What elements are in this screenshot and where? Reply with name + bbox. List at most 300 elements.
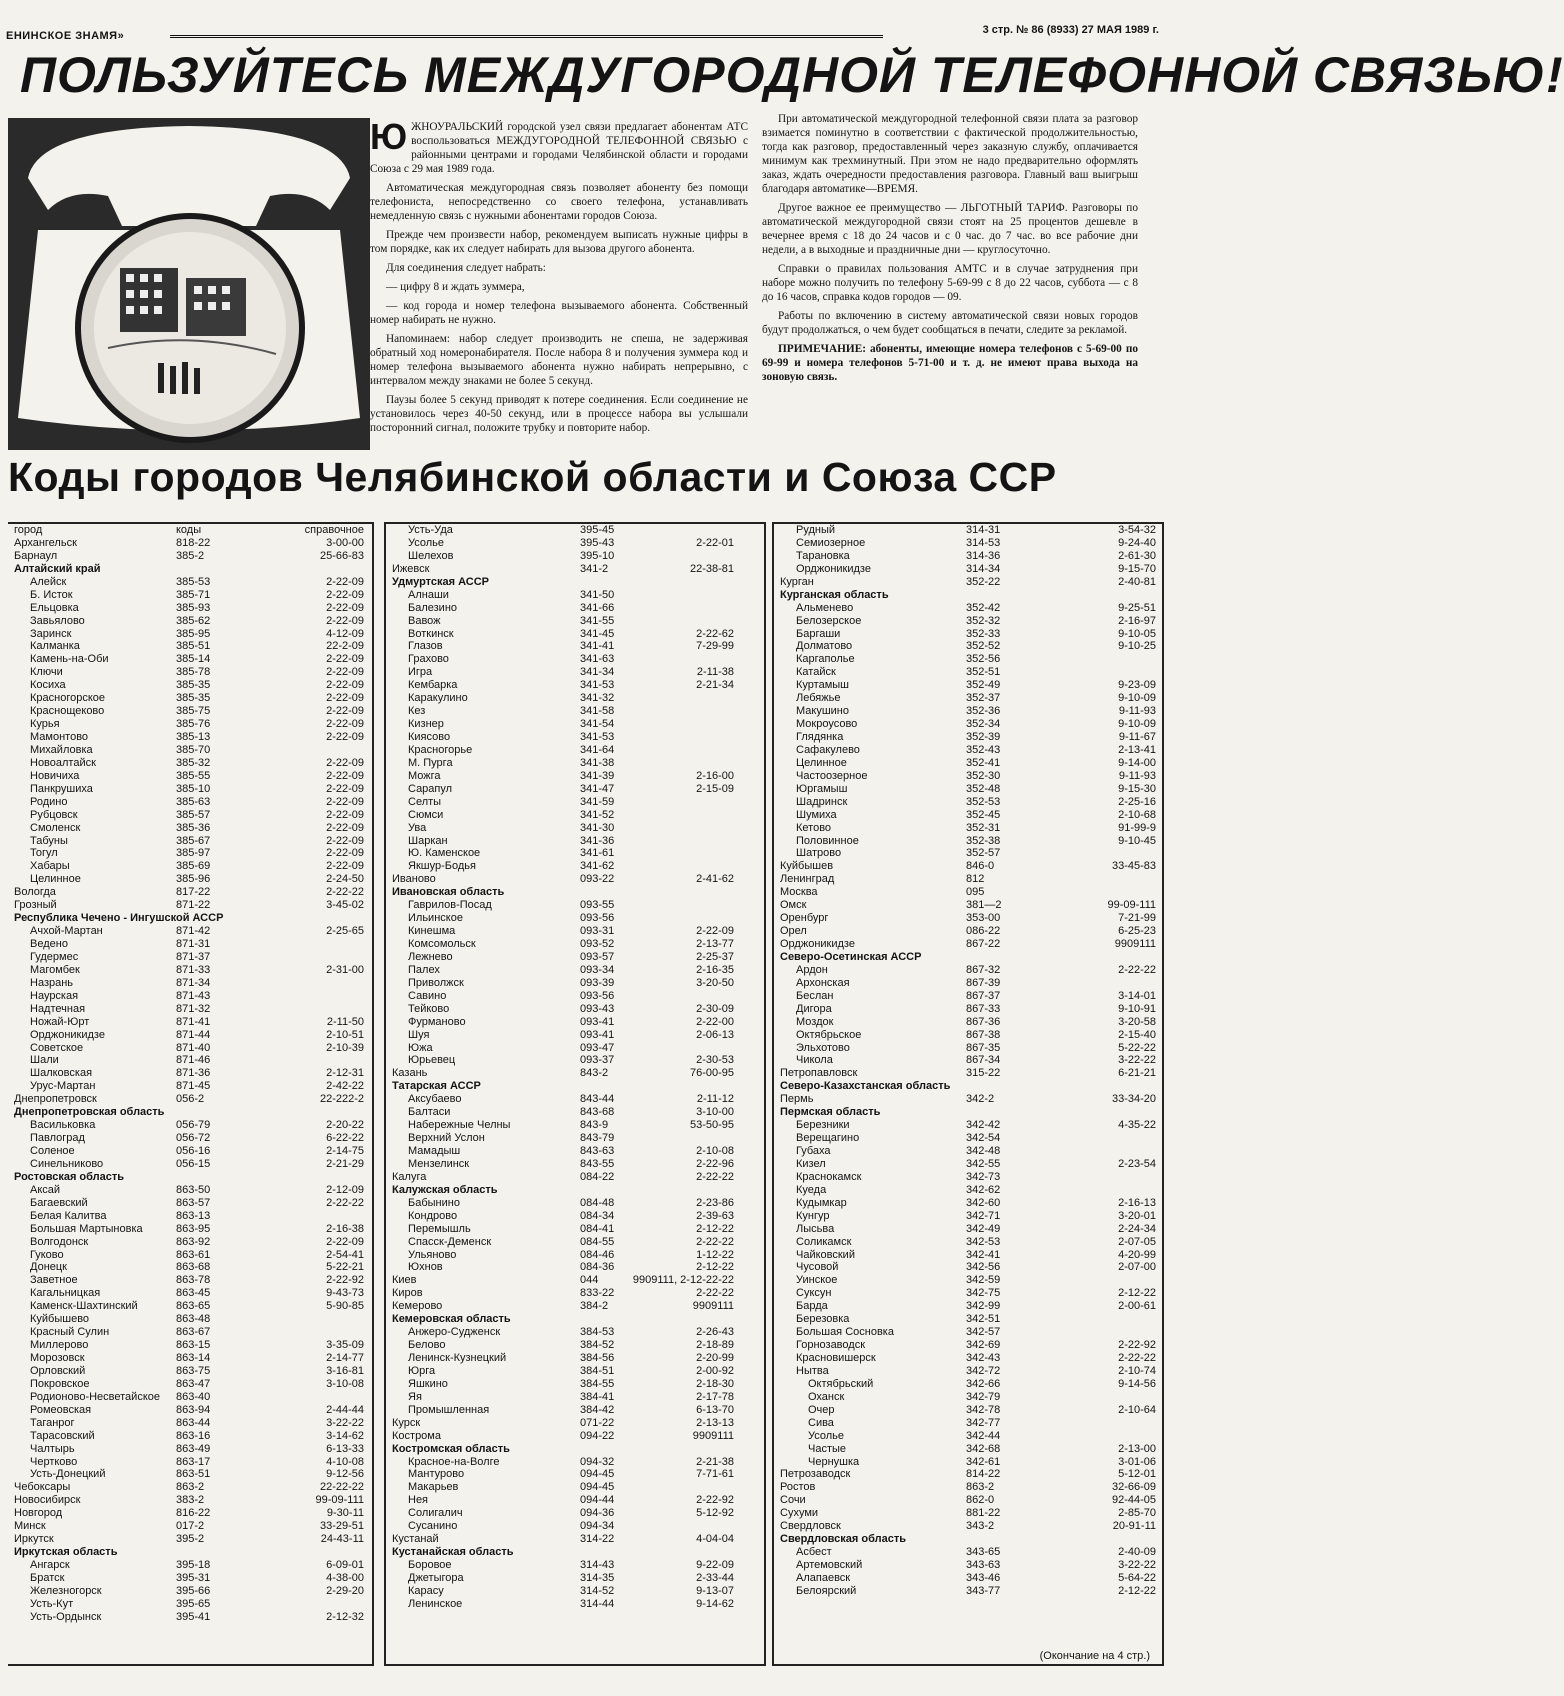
reference-number: 92-44-05: [1111, 1494, 1156, 1507]
reference-number: 99-09-111: [1107, 899, 1156, 912]
city-name: Красное-на-Волге: [408, 1455, 500, 1468]
dial-code: 385-51: [176, 640, 211, 653]
table-row: [774, 1119, 1162, 1132]
article-paragraph: ЖНОУРАЛЬСКИЙ городской узел связи предлагает абонентам АТС воспользоваться МЕЖДУГОРОДНОЙ ТЕЛЕФОННОЙ СВЯЗЬЮ с районными центрами и городами Челябинской области и городами Союза с 29 мая 1989 года.: [370, 121, 748, 175]
city-name: Якшур-Бодья: [408, 860, 476, 873]
table-row: [386, 1223, 764, 1236]
dial-code: 056-72: [176, 1132, 211, 1145]
reference-number: 2-12-22: [1118, 1584, 1156, 1597]
table-row: [8, 537, 372, 550]
dial-code: 871-31: [176, 938, 211, 950]
dial-code: 814-22: [966, 1468, 1001, 1481]
region-heading: [386, 1313, 764, 1326]
reference-number: 2-25-37: [696, 950, 734, 963]
dial-code: 867-22: [966, 938, 1001, 950]
city-name: Омск: [780, 899, 807, 912]
city-name: Горнозаводск: [796, 1339, 866, 1352]
table-row: [386, 1132, 764, 1145]
table-row: [774, 1352, 1162, 1365]
region-heading: [386, 1184, 764, 1197]
dial-code: 863-51: [176, 1468, 211, 1481]
table-row: [774, 886, 1162, 899]
dial-code: 342-99: [966, 1300, 1001, 1313]
city-name: Орловский: [30, 1364, 86, 1377]
city-name: Иваново: [392, 873, 436, 886]
dial-code: 843-44: [580, 1093, 615, 1106]
reference-number: 9-12-56: [326, 1468, 364, 1481]
reference-number: 2-25-16: [1118, 795, 1156, 808]
reference-number: 9-15-30: [1118, 782, 1156, 795]
city-name: Шатрово: [796, 847, 842, 860]
reference-number: 3-14-62: [326, 1429, 364, 1442]
reference-number: 2-22-09: [326, 860, 364, 873]
reference-number: 9-43-73: [326, 1287, 364, 1300]
reference-number: 2-17-78: [696, 1390, 734, 1403]
table-row: [386, 692, 764, 705]
table-row: [774, 1158, 1162, 1171]
city-name: Железногорск: [30, 1584, 102, 1597]
dial-code: 395-18: [176, 1559, 211, 1571]
table-row: [8, 550, 372, 563]
city-name: Шелехов: [408, 549, 454, 562]
dial-code: 843-68: [580, 1106, 615, 1119]
city-name: Большая Сосновка: [796, 1326, 894, 1339]
dial-code: 093-56: [580, 912, 615, 925]
city-name: Октябрьский: [808, 1377, 874, 1390]
city-name: Шаркан: [408, 834, 448, 847]
city-name: Кембарка: [408, 679, 458, 692]
city-name: Ельцовка: [30, 601, 79, 614]
table-row: [8, 1520, 372, 1533]
table-row: [8, 731, 372, 744]
dial-code: 352-43: [966, 743, 1001, 756]
table-row: [774, 770, 1162, 783]
dial-code: 863-44: [176, 1416, 211, 1429]
dial-code: 385-10: [176, 782, 211, 795]
dial-code: 056-15: [176, 1157, 211, 1170]
table-row: [774, 822, 1162, 835]
city-name: Камень-на-Оби: [30, 653, 109, 666]
table-row: [8, 576, 372, 589]
city-name: Усть-Ордынск: [30, 1610, 102, 1623]
reference-number: 9-10-09: [1118, 718, 1156, 731]
city-name: Ростов: [780, 1481, 816, 1494]
table-row: [774, 602, 1162, 615]
dial-code: 352-30: [966, 769, 1001, 782]
dial-code: 071-22: [580, 1416, 615, 1429]
city-name: Перемышль: [408, 1222, 471, 1235]
dial-code: 342-68: [966, 1442, 1001, 1455]
table-row: [386, 977, 764, 990]
table-row: [774, 860, 1162, 873]
dial-code: 341-52: [580, 808, 615, 821]
city-name: Калманка: [30, 640, 80, 653]
dial-code: 084-22: [580, 1170, 615, 1183]
city-name: Гуково: [30, 1248, 64, 1261]
reference-number: 2-13-77: [696, 938, 734, 950]
city-name: Ленинское: [408, 1597, 463, 1610]
dial-code: 385-96: [176, 873, 211, 886]
city-name: Шадринск: [796, 795, 848, 808]
reference-number: 9-11-93: [1118, 705, 1156, 718]
city-name: Приволжск: [408, 976, 464, 989]
reference-number: 9-30-11: [326, 1507, 364, 1520]
dial-code: 817-22: [176, 886, 211, 899]
reference-number: 2-31-00: [326, 963, 364, 976]
city-name: Тарасовский: [30, 1429, 95, 1442]
reference-number: 2-22-62: [696, 627, 734, 640]
dial-code: 863-68: [176, 1261, 211, 1274]
dial-code: 352-22: [966, 575, 1001, 588]
table-row: [8, 835, 372, 848]
reference-number: 4-20-99: [1118, 1248, 1156, 1261]
table-row: [774, 899, 1162, 912]
dial-code: 863-49: [176, 1442, 211, 1455]
dial-code: 352-36: [966, 705, 1001, 718]
reference-number: 99-09-111: [315, 1494, 364, 1507]
reference-number: 2-22-09: [326, 795, 364, 808]
table-row: [8, 1042, 372, 1055]
city-name: Васильковка: [30, 1119, 96, 1132]
reference-number: 3-16-81: [326, 1364, 364, 1377]
dial-code: 093-31: [580, 925, 615, 938]
reference-number: 2-54-41: [326, 1248, 364, 1261]
dial-code: 385-95: [176, 627, 211, 640]
city-name: город: [14, 524, 43, 536]
table-row: [386, 550, 764, 563]
table-row: [774, 1326, 1162, 1339]
reference-number: 5-12-92: [696, 1507, 734, 1520]
reference-number: 2-33-44: [696, 1571, 734, 1584]
dial-code: 871-33: [176, 963, 211, 976]
table-row: [8, 1533, 372, 1546]
reference-number: 2-11-12: [696, 1093, 734, 1106]
city-name: Усть-Уда: [408, 524, 453, 536]
reference-number: 9-24-40: [1118, 536, 1156, 549]
region-heading: [386, 1546, 764, 1559]
dial-code: 384-55: [580, 1377, 615, 1390]
dial-code: 094-45: [580, 1468, 615, 1481]
city-name: Алнаши: [408, 588, 449, 601]
city-name: Игра: [408, 666, 433, 679]
city-name: Юхнов: [408, 1261, 443, 1274]
table-row: [386, 1145, 764, 1158]
dial-code: 352-57: [966, 847, 1001, 860]
city-name: Орджоникидзе: [780, 938, 855, 950]
table-row: [774, 666, 1162, 679]
city-name: Надтечная: [30, 1002, 86, 1015]
reference-number: 2-10-08: [696, 1145, 734, 1157]
city-name: Лежнево: [408, 950, 453, 963]
region-heading: [774, 1533, 1162, 1546]
table-row: [8, 1313, 372, 1326]
table-row: [774, 1171, 1162, 1184]
city-name: Кострома: [392, 1429, 441, 1442]
reference-number: 2-06-13: [696, 1028, 734, 1041]
reference-number: 3-22-22: [1118, 1054, 1156, 1067]
table-row: [386, 524, 764, 537]
table-row: [774, 615, 1162, 628]
city-name: Кетово: [796, 821, 832, 834]
city-name: Соликамск: [796, 1235, 852, 1248]
dial-code: 385-55: [176, 769, 211, 782]
table-row: [774, 1054, 1162, 1067]
dial-code: 863-17: [176, 1455, 211, 1468]
table-row: [386, 1365, 764, 1378]
dial-code: 341-38: [580, 756, 615, 769]
table-row: [386, 1404, 764, 1417]
dial-code: 862-0: [966, 1494, 995, 1507]
table-row: [386, 640, 764, 653]
city-name: Усолье: [408, 536, 445, 549]
reference-number: 2-30-53: [696, 1054, 734, 1067]
table-row: [774, 1261, 1162, 1274]
table-row: [8, 1443, 372, 1456]
table-row: [8, 1598, 372, 1611]
city-name: Кемеровская область: [392, 1313, 511, 1326]
reference-number: 9-23-09: [1118, 679, 1156, 692]
dial-code: 315-22: [966, 1067, 1001, 1080]
dial-code: 342-77: [966, 1416, 1001, 1429]
dial-code: 342-60: [966, 1196, 1001, 1209]
table-row: [386, 1158, 764, 1171]
table-row: [8, 1611, 372, 1624]
dial-code: 094-36: [580, 1507, 615, 1520]
article-paragraph: — цифру 8 и ждать зуммера,: [386, 281, 525, 293]
reference-number: 9-14-62: [696, 1597, 734, 1610]
table-row: [8, 1430, 372, 1443]
city-name: Алтайский край: [14, 562, 101, 575]
city-name: Частоозерное: [796, 769, 868, 782]
dial-code: 084-36: [580, 1261, 615, 1274]
table-row: [774, 524, 1162, 537]
table-row: [386, 951, 764, 964]
reference-number: 9-10-25: [1118, 640, 1156, 653]
article-paragraph: Прежде чем произвести набор, рекомендуем выписать нужные цифры в том порядке, как их следует набирать для вызова другого абонента.: [370, 229, 748, 255]
dial-code: 084-55: [580, 1235, 615, 1248]
dial-code: 352-34: [966, 718, 1001, 731]
city-name: Воткинск: [408, 627, 454, 640]
city-name: Назрань: [30, 976, 74, 989]
table-row: [774, 847, 1162, 860]
table-row: [774, 1481, 1162, 1494]
table-row: [8, 938, 372, 951]
dial-code: 094-34: [580, 1520, 615, 1533]
table-row: [8, 860, 372, 873]
table-row: [774, 1274, 1162, 1287]
dial-code: 384-51: [580, 1364, 615, 1377]
city-name: Моздок: [796, 1015, 834, 1028]
city-name: Кемерово: [392, 1300, 443, 1313]
dial-code: 352-53: [966, 795, 1001, 808]
reference-number: 2-12-31: [326, 1067, 364, 1080]
table-row: [8, 1054, 372, 1067]
reference-number: 91-99-9: [1118, 821, 1156, 834]
table-row: [774, 1313, 1162, 1326]
city-name: Глазов: [408, 640, 443, 653]
city-name: Минск: [14, 1520, 46, 1533]
reference-number: 2-22-22: [696, 1170, 734, 1183]
table-row: [386, 809, 764, 822]
city-name: Родино: [30, 795, 68, 808]
dial-code: 871-36: [176, 1067, 211, 1080]
dial-code: 341-62: [580, 860, 615, 873]
table-row: [8, 1559, 372, 1572]
city-name: Сусанино: [408, 1520, 458, 1533]
dial-code: 342-71: [966, 1209, 1001, 1222]
table-row: [8, 1378, 372, 1391]
dial-code: 871-44: [176, 1028, 211, 1041]
region-heading: [386, 1080, 764, 1093]
table-row: [774, 1287, 1162, 1300]
city-name: Балтаси: [408, 1106, 451, 1119]
table-row: [774, 1236, 1162, 1249]
city-name: Рубцовск: [30, 808, 78, 821]
dial-code: 342-53: [966, 1235, 1001, 1248]
dial-code: 395-31: [176, 1571, 211, 1584]
city-name: Макушино: [796, 705, 850, 718]
dial-code: 867-39: [966, 976, 1001, 989]
city-name: Покровское: [30, 1377, 90, 1390]
city-name: Глядянка: [796, 731, 844, 743]
dial-code: 342-66: [966, 1377, 1001, 1390]
continuation-note: (Окончание на 4 стр.): [1039, 1650, 1150, 1662]
dial-code: 341-41: [580, 640, 615, 653]
article-paragraph: Другое важное ее преимущество — ЛЬГОТНЫЙ ТАРИФ. Разговоры по автоматической междугородной связи стоят на 25 процентов дешевле в вечернее время с 18 до 24 часов и с 0 час. до 7 час. во все рабочие дни недели, а в выходные и праздничные дни — круглосуточно.: [762, 202, 1138, 256]
drop-cap: Ю: [370, 116, 408, 157]
reference-number: 2-16-13: [1118, 1196, 1156, 1209]
table-row: [8, 1197, 372, 1210]
city-name: Гаврилов-Посад: [408, 899, 492, 912]
reference-number: 2-10-39: [326, 1041, 364, 1054]
table-row: [386, 563, 764, 576]
city-name: Юргамыш: [796, 782, 848, 795]
table-row: [8, 990, 372, 1003]
table-row: [774, 705, 1162, 718]
table-row: [386, 1339, 764, 1352]
city-name: Сарапул: [408, 782, 453, 795]
reference-number: 2-26-43: [696, 1326, 734, 1339]
dial-code: 871-40: [176, 1041, 211, 1054]
table-header: [8, 524, 372, 537]
reference-number: 3-20-50: [696, 976, 734, 989]
dial-code: 341-47: [580, 782, 615, 795]
headline: ПОЛЬЗУЙТЕСЬ МЕЖДУГОРОДНОЙ ТЕЛЕФОННОЙ СВЯЗЬЮ!: [20, 47, 1564, 103]
city-name: Мамадыш: [408, 1145, 461, 1157]
city-name: Иркутская область: [14, 1546, 118, 1559]
reference-number: 2-10-68: [1118, 808, 1156, 821]
table-row: [386, 744, 764, 757]
dial-code: 385-97: [176, 847, 211, 860]
reference-number: 24-43-11: [320, 1533, 364, 1546]
reference-number: 9909111: [692, 1429, 734, 1442]
dial-code: 385-67: [176, 834, 211, 847]
reference-number: 4-38-00: [326, 1571, 364, 1584]
table-row: [386, 1430, 764, 1443]
dial-code: 056-2: [176, 1093, 205, 1106]
city-name: Кондрово: [408, 1209, 458, 1222]
reference-number: 2-21-34: [696, 679, 734, 692]
dial-code: 863-48: [176, 1313, 211, 1326]
city-name: Петропавловск: [780, 1067, 858, 1080]
telephone-illustration: [8, 118, 370, 450]
table-row: [386, 783, 764, 796]
table-row: [774, 1184, 1162, 1197]
reference-number: 9-10-09: [1118, 692, 1156, 705]
table-row: [8, 1494, 372, 1507]
reference-number: 7-21-99: [1118, 912, 1156, 925]
dial-code: 093-43: [580, 1002, 615, 1015]
city-name: Курган: [780, 575, 814, 588]
city-name: Ачхой-Мартан: [30, 925, 103, 938]
reference-number: 2-10-51: [326, 1028, 364, 1041]
city-name: Октябрьское: [796, 1028, 862, 1041]
dial-code: 385-78: [176, 666, 211, 679]
reference-number: 1-12-22: [696, 1248, 734, 1261]
city-name: Уинское: [796, 1274, 838, 1287]
reference-number: 2-22-22: [326, 886, 364, 899]
table-row: [386, 1119, 764, 1132]
reference-number: 2-22-09: [326, 1235, 364, 1248]
city-name: Бабынино: [408, 1196, 460, 1209]
reference-number: 2-22-09: [326, 705, 364, 718]
table-row: [774, 757, 1162, 770]
table-row: [774, 1197, 1162, 1210]
city-name: Кагальницкая: [30, 1287, 101, 1300]
dial-code: 314-52: [580, 1584, 615, 1597]
dial-code: 341-53: [580, 731, 615, 743]
reference-number: 5-22-22: [1118, 1041, 1156, 1054]
city-name: Суксун: [796, 1287, 832, 1300]
reference-number: 9-14-56: [1118, 1377, 1156, 1390]
dial-code: 056-79: [176, 1119, 211, 1132]
city-name: Ардон: [796, 963, 828, 976]
dial-code: 342-43: [966, 1352, 1001, 1364]
dial-code: 385-63: [176, 795, 211, 808]
reference-number: 2-30-09: [696, 1002, 734, 1015]
dial-code: 352-51: [966, 666, 1001, 679]
city-name: Табуны: [30, 834, 68, 847]
dial-code: 352-38: [966, 834, 1001, 847]
table-row: [774, 1003, 1162, 1016]
reference-number: 2-44-44: [326, 1403, 364, 1416]
reference-number: 2-12-09: [326, 1183, 364, 1196]
table-row: [386, 1029, 764, 1042]
city-name: Татарская АССР: [392, 1080, 481, 1093]
city-name: Чикола: [796, 1054, 833, 1067]
table-row: [774, 640, 1162, 653]
dial-code: 341-55: [580, 614, 615, 627]
city-name: Ангарск: [30, 1559, 70, 1571]
reference-number: 2-12-22: [1118, 1287, 1156, 1300]
city-name: Москва: [780, 886, 818, 899]
table-row: [774, 912, 1162, 925]
table-row: [774, 1546, 1162, 1559]
dial-code: 093-37: [580, 1054, 615, 1067]
table-row: [386, 964, 764, 977]
city-name: Курганская область: [780, 588, 889, 601]
reference-number: 9-10-91: [1118, 1002, 1156, 1015]
reference-number: 6-25-23: [1118, 925, 1156, 938]
dial-code: 341-32: [580, 692, 615, 705]
table-row: [386, 1210, 764, 1223]
city-name: Частые: [808, 1442, 847, 1455]
dial-code: 343-46: [966, 1571, 1001, 1584]
reference-number: 2-22-09: [326, 731, 364, 743]
city-name: Оханск: [808, 1390, 845, 1403]
reference-number: 2-22-09: [326, 575, 364, 588]
dial-code: 314-31: [966, 524, 1001, 536]
